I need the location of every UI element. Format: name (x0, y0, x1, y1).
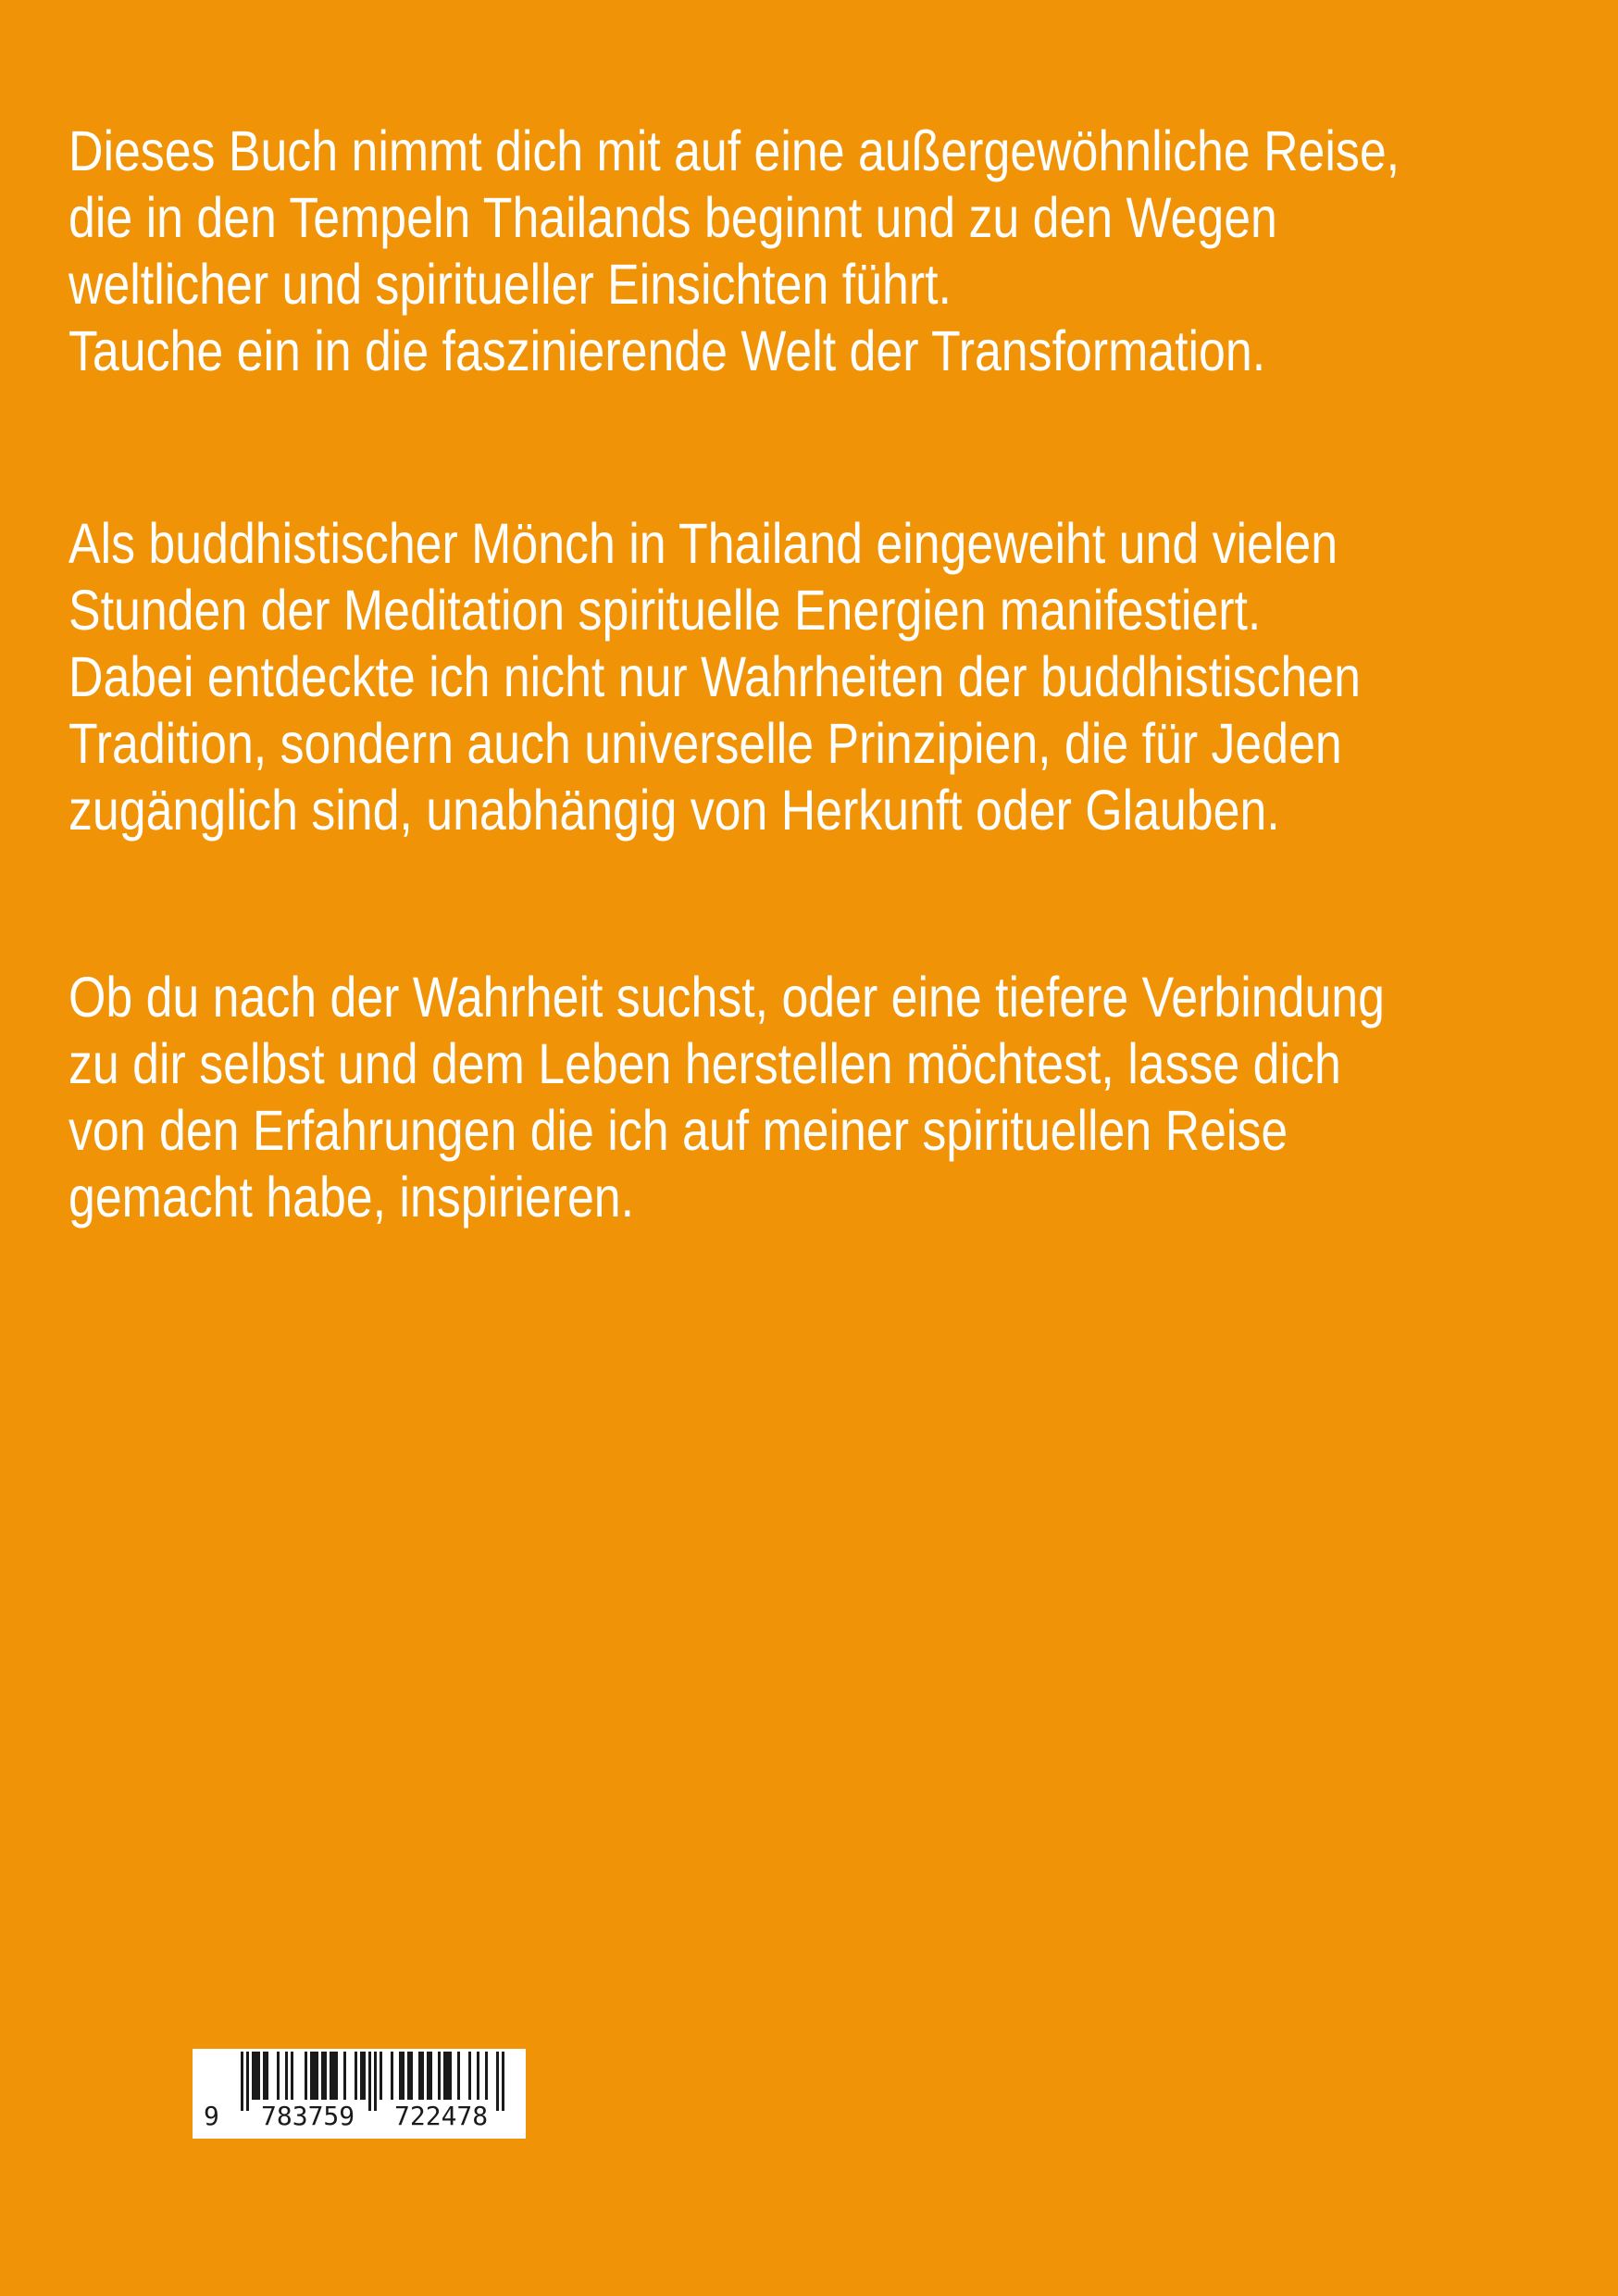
barcode-bar (402, 2052, 404, 2100)
barcode-bar (363, 2052, 366, 2100)
isbn-barcode (193, 2049, 526, 2139)
barcode-digit-group-right: 722478 (394, 2101, 489, 2131)
barcode-bar (241, 2052, 243, 2111)
blurb-line: Ob du nach der Wahrheit suchst, oder eine tiefere Verbindung (68, 966, 1385, 1029)
blurb-line: Stunden der Meditation spirituelle Energien manifestiert. (68, 579, 1262, 642)
barcode-bar (246, 2052, 249, 2111)
barcode-bar (477, 2052, 479, 2100)
blurb-line: Tauche ein in die faszinierende Welt der Transformation. (68, 319, 1266, 382)
blurb-line: die in den Tempeln Thailands beginnt und zu den Wegen (68, 186, 1277, 249)
barcode-bar (374, 2052, 377, 2111)
barcode-bar (449, 2052, 452, 2100)
barcode-digit-group-left: 783759 (261, 2101, 355, 2131)
barcode-bar (438, 2052, 441, 2100)
barcode-bar (429, 2052, 432, 2100)
barcode-bar (421, 2052, 424, 2100)
barcode-bar (343, 2052, 346, 2100)
barcode-bar (391, 2052, 393, 2100)
barcode-bar (457, 2052, 460, 2100)
barcode-bar (324, 2052, 327, 2100)
blurb-line: Dieses Buch nimmt dich mit auf eine außergewöhnliche Reise, (68, 119, 1400, 182)
barcode-bar (291, 2052, 293, 2100)
blurb-line: zu dir selbst und dem Leben herstellen möchtest, lasse dich (68, 1032, 1341, 1095)
barcode-bar (335, 2052, 338, 2100)
barcode-digit-group-first: 9 (204, 2101, 219, 2131)
blurb-line: weltlicher und spiritueller Einsichten führt. (68, 253, 952, 316)
blurb-paragraph-invitation (68, 964, 1581, 1230)
barcode-bar (502, 2052, 504, 2111)
barcode-bar (368, 2052, 371, 2111)
barcode-bar (277, 2052, 280, 2100)
barcode-bar (257, 2052, 260, 2100)
barcode-bar (305, 2052, 307, 2100)
blurb-paragraph-intro (68, 118, 1581, 384)
blurb-line: gemacht habe, inspirieren. (68, 1166, 635, 1229)
barcode-bar (316, 2052, 318, 2100)
barcode-bar (468, 2052, 471, 2100)
barcode-bar (496, 2052, 499, 2111)
blurb-line: Dabei entdeckte ich nicht nur Wahrheiten der buddhistischen (68, 645, 1361, 708)
barcode-bar (355, 2052, 357, 2100)
blurb-line: Als buddhistischer Mönch in Thailand eingeweiht und vielen (68, 512, 1338, 575)
barcode-bar (285, 2052, 288, 2100)
barcode-bar (410, 2052, 413, 2100)
barcode-bar (266, 2052, 268, 2100)
blurb-line: zugänglich sind, unabhängig von Herkunft oder Glauben. (68, 779, 1280, 842)
barcode-bar (380, 2052, 382, 2100)
barcode-bar (485, 2052, 488, 2100)
blurb-paragraph-author-journey (68, 510, 1581, 843)
blurb-line: Tradition, sondern auch universelle Prinzipien, die für Jeden (68, 712, 1342, 775)
blurb-line: von den Erfahrungen die ich auf meiner spirituellen Reise (68, 1099, 1288, 1162)
